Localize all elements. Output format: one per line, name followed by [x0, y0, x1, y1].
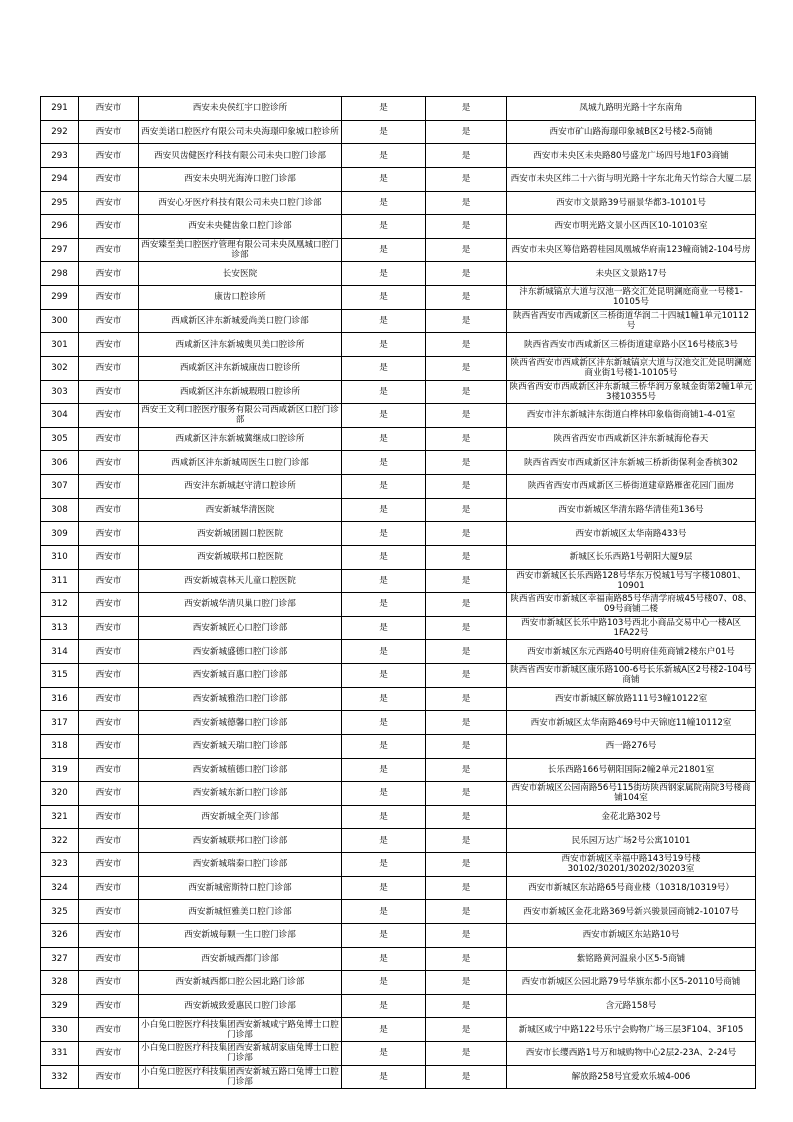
address-cell: 金花北路302号 — [507, 805, 756, 829]
flag-a-cell: 是 — [342, 1042, 426, 1066]
city-cell: 西安市 — [79, 286, 139, 310]
city-cell: 西安市 — [79, 404, 139, 428]
table-row — [41, 262, 756, 286]
address-cell: 西安市矿山路海璟印象城B区2号楼2-5商铺 — [507, 120, 756, 144]
city-cell: 西安市 — [79, 947, 139, 971]
clinic-name-cell: 西安新城恒雅美口腔门诊部 — [139, 900, 342, 924]
flag-a-cell: 是 — [342, 782, 426, 806]
flag-b-cell: 是 — [426, 333, 507, 357]
row-number-cell: 322 — [41, 829, 79, 853]
city-cell: 西安市 — [79, 167, 139, 191]
flag-b-cell: 是 — [426, 286, 507, 310]
city-cell: 西安市 — [79, 451, 139, 475]
clinic-name-cell: 西安新城团圆口腔医院 — [139, 522, 342, 546]
table-row — [41, 900, 756, 924]
clinic-name-cell: 西安新城全英门诊部 — [139, 805, 342, 829]
flag-b-cell: 是 — [426, 97, 507, 121]
city-cell: 西安市 — [79, 593, 139, 617]
row-number-cell: 302 — [41, 356, 79, 380]
flag-b-cell: 是 — [426, 994, 507, 1018]
table-row — [41, 758, 756, 782]
flag-a-cell: 是 — [342, 380, 426, 404]
flag-b-cell: 是 — [426, 1065, 507, 1089]
clinic-name-cell: 长安医院 — [139, 262, 342, 286]
row-number-cell: 300 — [41, 309, 79, 333]
flag-a-cell: 是 — [342, 947, 426, 971]
address-cell: 新城区长乐西路1号朝阳大厦9层 — [507, 545, 756, 569]
row-number-cell: 325 — [41, 900, 79, 924]
flag-b-cell: 是 — [426, 262, 507, 286]
flag-a-cell: 是 — [342, 593, 426, 617]
table-row — [41, 947, 756, 971]
flag-b-cell: 是 — [426, 144, 507, 168]
table-row — [41, 286, 756, 310]
table-row — [41, 545, 756, 569]
clinic-name-cell: 西安新城瑞秦口腔门诊部 — [139, 853, 342, 877]
flag-b-cell: 是 — [426, 475, 507, 499]
flag-b-cell: 是 — [426, 380, 507, 404]
table-row — [41, 97, 756, 121]
clinic-name-cell: 西安未央侯红宇口腔诊所 — [139, 97, 342, 121]
city-cell: 西安市 — [79, 923, 139, 947]
flag-b-cell: 是 — [426, 120, 507, 144]
table-row — [41, 664, 756, 688]
table-row — [41, 711, 756, 735]
city-cell: 西安市 — [79, 356, 139, 380]
clinic-name-cell: 小白兔口腔医疗科技集团西安新城咸宁路兔博士口腔门诊部 — [139, 1018, 342, 1042]
address-cell: 未央区文景路17号 — [507, 262, 756, 286]
row-number-cell: 316 — [41, 687, 79, 711]
address-cell: 陕西省西安市西咸新区沣东新城三桥新街保利金香槟302 — [507, 451, 756, 475]
address-cell: 西安市新城区公园南路56号115街坊陕西钢家属院南院3号楼商铺104室 — [507, 782, 756, 806]
table-row — [41, 782, 756, 806]
flag-a-cell: 是 — [342, 191, 426, 215]
address-cell: 西安市新城区公园北路79号华旗东都小区5-20110号商铺 — [507, 971, 756, 995]
flag-a-cell: 是 — [342, 97, 426, 121]
row-number-cell: 332 — [41, 1065, 79, 1089]
flag-b-cell: 是 — [426, 569, 507, 593]
flag-a-cell: 是 — [342, 356, 426, 380]
flag-a-cell: 是 — [342, 286, 426, 310]
flag-b-cell: 是 — [426, 758, 507, 782]
table-row — [41, 238, 756, 262]
row-number-cell: 304 — [41, 404, 79, 428]
row-number-cell: 295 — [41, 191, 79, 215]
table-row — [41, 569, 756, 593]
city-cell: 西安市 — [79, 687, 139, 711]
flag-a-cell: 是 — [342, 333, 426, 357]
flag-b-cell: 是 — [426, 1018, 507, 1042]
flag-a-cell: 是 — [342, 309, 426, 333]
table-row — [41, 427, 756, 451]
row-number-cell: 329 — [41, 994, 79, 1018]
table-row — [41, 593, 756, 617]
flag-b-cell: 是 — [426, 593, 507, 617]
address-cell: 陕西省西安市西咸新区沣东新城镐京大道与汉池交汇处昆明澜庭商业街1号楼1-10105号 — [507, 356, 756, 380]
flag-a-cell: 是 — [342, 475, 426, 499]
flag-a-cell: 是 — [342, 120, 426, 144]
city-cell: 西安市 — [79, 971, 139, 995]
table-row — [41, 380, 756, 404]
row-number-cell: 323 — [41, 853, 79, 877]
flag-b-cell: 是 — [426, 853, 507, 877]
clinic-table-body — [41, 97, 756, 1089]
flag-a-cell: 是 — [342, 711, 426, 735]
table-row — [41, 191, 756, 215]
table-row — [41, 994, 756, 1018]
flag-a-cell: 是 — [342, 640, 426, 664]
address-cell: 西安市新城区幸福中路143号19号楼30102/30201/30202/30203室 — [507, 853, 756, 877]
city-cell: 西安市 — [79, 664, 139, 688]
flag-a-cell: 是 — [342, 144, 426, 168]
city-cell: 西安市 — [79, 1018, 139, 1042]
address-cell: 陕西省西安市西咸新区三桥街道华润二十四城1幢1单元10112号 — [507, 309, 756, 333]
row-number-cell: 296 — [41, 215, 79, 239]
address-cell: 西安市未央区纬二十六街与明光路十字东北角天竹综合大厦二层 — [507, 167, 756, 191]
flag-a-cell: 是 — [342, 427, 426, 451]
flag-b-cell: 是 — [426, 545, 507, 569]
address-cell: 西安市新城区东站路10号 — [507, 923, 756, 947]
row-number-cell: 293 — [41, 144, 79, 168]
table-row — [41, 687, 756, 711]
row-number-cell: 299 — [41, 286, 79, 310]
flag-b-cell: 是 — [426, 829, 507, 853]
table-row — [41, 522, 756, 546]
row-number-cell: 310 — [41, 545, 79, 569]
flag-a-cell: 是 — [342, 1018, 426, 1042]
address-cell: 西安市新城区金花北路369号新兴骏景园商铺2-10107号 — [507, 900, 756, 924]
city-cell: 西安市 — [79, 309, 139, 333]
flag-b-cell: 是 — [426, 876, 507, 900]
clinic-name-cell: 西安新城联邦口腔医院 — [139, 545, 342, 569]
city-cell: 西安市 — [79, 900, 139, 924]
clinic-name-cell: 西安新城匠心口腔门诊部 — [139, 616, 342, 640]
clinic-name-cell: 西安臻至美口腔医疗管理有限公司未央凤凰城口腔门诊部 — [139, 238, 342, 262]
clinic-name-cell: 西安新城华清贝巢口腔门诊部 — [139, 593, 342, 617]
city-cell: 西安市 — [79, 333, 139, 357]
row-number-cell: 311 — [41, 569, 79, 593]
clinic-name-cell: 西安新城联邦口腔门诊部 — [139, 829, 342, 853]
clinic-name-cell: 西咸新区沣东新城周医生口腔门诊部 — [139, 451, 342, 475]
city-cell: 西安市 — [79, 380, 139, 404]
city-cell: 西安市 — [79, 120, 139, 144]
row-number-cell: 318 — [41, 734, 79, 758]
table-row — [41, 734, 756, 758]
address-cell: 长乐西路166号朝阳国际2幢2单元21801室 — [507, 758, 756, 782]
clinic-name-cell: 小白兔口腔医疗科技集团西安新城胡家庙兔博士口腔门诊部 — [139, 1042, 342, 1066]
flag-b-cell: 是 — [426, 404, 507, 428]
clinic-name-cell: 西安沣东新城赵守清口腔诊所 — [139, 475, 342, 499]
city-cell: 西安市 — [79, 994, 139, 1018]
flag-b-cell: 是 — [426, 616, 507, 640]
flag-a-cell: 是 — [342, 262, 426, 286]
address-cell: 新城区咸宁中路122号乐宁会购物广场三层3F104、3F105 — [507, 1018, 756, 1042]
flag-b-cell: 是 — [426, 238, 507, 262]
row-number-cell: 309 — [41, 522, 79, 546]
row-number-cell: 307 — [41, 475, 79, 499]
table-row — [41, 876, 756, 900]
clinic-name-cell: 西安贝齿健医疗科技有限公司未央口腔门诊部 — [139, 144, 342, 168]
table-row — [41, 120, 756, 144]
flag-a-cell: 是 — [342, 853, 426, 877]
clinic-name-cell: 西咸新区沣东新城瑕瑕口腔诊所 — [139, 380, 342, 404]
row-number-cell: 298 — [41, 262, 79, 286]
clinic-name-cell: 西咸新区沣东新城爱尚美口腔门诊部 — [139, 309, 342, 333]
address-cell: 西安市新城区太华南路433号 — [507, 522, 756, 546]
city-cell: 西安市 — [79, 498, 139, 522]
clinic-name-cell: 康齿口腔诊所 — [139, 286, 342, 310]
row-number-cell: 326 — [41, 923, 79, 947]
row-number-cell: 308 — [41, 498, 79, 522]
row-number-cell: 297 — [41, 238, 79, 262]
row-number-cell: 315 — [41, 664, 79, 688]
flag-a-cell: 是 — [342, 404, 426, 428]
clinic-table — [40, 96, 756, 1089]
flag-a-cell: 是 — [342, 758, 426, 782]
table-row — [41, 356, 756, 380]
flag-a-cell: 是 — [342, 876, 426, 900]
table-row — [41, 640, 756, 664]
flag-b-cell: 是 — [426, 498, 507, 522]
address-cell: 沣东新城镐京大道与汉池一路交汇处昆明澜庭商业一号楼1-10105号 — [507, 286, 756, 310]
flag-b-cell: 是 — [426, 640, 507, 664]
flag-a-cell: 是 — [342, 923, 426, 947]
clinic-name-cell: 小白兔口腔医疗科技集团西安新城五路口兔博士口腔门诊部 — [139, 1065, 342, 1089]
clinic-name-cell: 西安新城华清医院 — [139, 498, 342, 522]
city-cell: 西安市 — [79, 545, 139, 569]
table-row — [41, 451, 756, 475]
clinic-name-cell: 西安新城东新口腔门诊部 — [139, 782, 342, 806]
row-number-cell: 312 — [41, 593, 79, 617]
table-row — [41, 333, 756, 357]
address-cell: 西安市文景路39号丽景华都3-10101号 — [507, 191, 756, 215]
flag-a-cell: 是 — [342, 167, 426, 191]
clinic-name-cell: 西安未央明光海涛口腔门诊部 — [139, 167, 342, 191]
address-cell: 西安市新城区东元西路40号明府佳苑商铺2楼东户01号 — [507, 640, 756, 664]
city-cell: 西安市 — [79, 238, 139, 262]
address-cell: 含元路158号 — [507, 994, 756, 1018]
address-cell: 陕西省西安市新城区康乐路100-6号长乐新城A区2号楼2-104号商铺 — [507, 664, 756, 688]
table-row — [41, 215, 756, 239]
flag-a-cell: 是 — [342, 687, 426, 711]
flag-a-cell: 是 — [342, 994, 426, 1018]
row-number-cell: 319 — [41, 758, 79, 782]
flag-b-cell: 是 — [426, 734, 507, 758]
flag-b-cell: 是 — [426, 167, 507, 191]
address-cell: 西安市新城区长乐西路128号华东万悦城1号写字楼10801、10901 — [507, 569, 756, 593]
city-cell: 西安市 — [79, 262, 139, 286]
address-cell: 陕西省西安市新城区幸福南路85号华清学府城45号楼07、08、09号商铺二楼 — [507, 593, 756, 617]
flag-b-cell: 是 — [426, 1042, 507, 1066]
clinic-name-cell: 西安新城袁林天儿童口腔医院 — [139, 569, 342, 593]
row-number-cell: 306 — [41, 451, 79, 475]
city-cell: 西安市 — [79, 758, 139, 782]
row-number-cell: 321 — [41, 805, 79, 829]
city-cell: 西安市 — [79, 569, 139, 593]
row-number-cell: 303 — [41, 380, 79, 404]
address-cell: 陕西省西安市西咸新区沣东新城三桥华润万象城金街第2幢1单元3楼10355号 — [507, 380, 756, 404]
address-cell: 西安市新城区太华南路469号中天锦庭11幢10112室 — [507, 711, 756, 735]
address-cell: 西安市新城区华清东路华清佳苑136号 — [507, 498, 756, 522]
clinic-name-cell: 西安新城盛德口腔门诊部 — [139, 640, 342, 664]
address-cell: 解放路258号宜爱欢乐城4-006 — [507, 1065, 756, 1089]
city-cell: 西安市 — [79, 1065, 139, 1089]
clinic-name-cell: 西安新城雅浩口腔门诊部 — [139, 687, 342, 711]
flag-a-cell: 是 — [342, 1065, 426, 1089]
flag-b-cell: 是 — [426, 805, 507, 829]
clinic-name-cell: 西安新城密斯特口腔门诊部 — [139, 876, 342, 900]
flag-a-cell: 是 — [342, 215, 426, 239]
city-cell: 西安市 — [79, 782, 139, 806]
flag-a-cell: 是 — [342, 616, 426, 640]
flag-b-cell: 是 — [426, 664, 507, 688]
city-cell: 西安市 — [79, 1042, 139, 1066]
row-number-cell: 317 — [41, 711, 79, 735]
flag-b-cell: 是 — [426, 971, 507, 995]
clinic-name-cell: 西安王文利口腔医疗服务有限公司西咸新区口腔门诊部 — [139, 404, 342, 428]
flag-b-cell: 是 — [426, 782, 507, 806]
flag-b-cell: 是 — [426, 900, 507, 924]
city-cell: 西安市 — [79, 191, 139, 215]
flag-a-cell: 是 — [342, 498, 426, 522]
city-cell: 西安市 — [79, 475, 139, 499]
city-cell: 西安市 — [79, 853, 139, 877]
clinic-name-cell: 西安未央健齿象口腔门诊部 — [139, 215, 342, 239]
address-cell: 凤城九路明光路十字东南角 — [507, 97, 756, 121]
row-number-cell: 324 — [41, 876, 79, 900]
address-cell: 西一路276号 — [507, 734, 756, 758]
city-cell: 西安市 — [79, 144, 139, 168]
table-row — [41, 404, 756, 428]
row-number-cell: 291 — [41, 97, 79, 121]
flag-b-cell: 是 — [426, 711, 507, 735]
flag-a-cell: 是 — [342, 971, 426, 995]
address-cell: 西安市明光路文景小区西区10-10103室 — [507, 215, 756, 239]
address-cell: 西安市未央区未央路80号盛龙广场四号地1F03商铺 — [507, 144, 756, 168]
flag-b-cell: 是 — [426, 947, 507, 971]
table-row — [41, 1018, 756, 1042]
flag-b-cell: 是 — [426, 522, 507, 546]
flag-b-cell: 是 — [426, 687, 507, 711]
table-row — [41, 1065, 756, 1089]
flag-b-cell: 是 — [426, 215, 507, 239]
table-row — [41, 1042, 756, 1066]
table-row — [41, 167, 756, 191]
address-cell: 陕西省西安市西咸新区沣东新城海伦春天 — [507, 427, 756, 451]
city-cell: 西安市 — [79, 616, 139, 640]
flag-a-cell: 是 — [342, 805, 426, 829]
address-cell: 陕西省西安市西咸新区三桥街道建章路雁雀花园门面房 — [507, 475, 756, 499]
table-row — [41, 829, 756, 853]
address-cell: 民乐园万达广场2号公寓10101 — [507, 829, 756, 853]
city-cell: 西安市 — [79, 97, 139, 121]
flag-b-cell: 是 — [426, 191, 507, 215]
clinic-name-cell: 西安新城每颗一生口腔门诊部 — [139, 923, 342, 947]
city-cell: 西安市 — [79, 711, 139, 735]
flag-b-cell: 是 — [426, 451, 507, 475]
address-cell: 西安市未央区筹信路碧桂园凤凰城华府南123幢商铺2-104号房 — [507, 238, 756, 262]
table-row — [41, 805, 756, 829]
table-row — [41, 853, 756, 877]
clinic-name-cell: 西安新城百惠口腔门诊部 — [139, 664, 342, 688]
flag-b-cell: 是 — [426, 356, 507, 380]
clinic-name-cell: 西安新城植德口腔门诊部 — [139, 758, 342, 782]
table-row — [41, 309, 756, 333]
row-number-cell: 330 — [41, 1018, 79, 1042]
row-number-cell: 294 — [41, 167, 79, 191]
clinic-name-cell: 西安新城致爱惠民口腔门诊部 — [139, 994, 342, 1018]
address-cell: 西安市新城区东站路65号商业楼（10318/10319号） — [507, 876, 756, 900]
row-number-cell: 305 — [41, 427, 79, 451]
address-cell: 紫铭路黄河温泉小区5-5商铺 — [507, 947, 756, 971]
flag-a-cell: 是 — [342, 569, 426, 593]
city-cell: 西安市 — [79, 427, 139, 451]
flag-a-cell: 是 — [342, 545, 426, 569]
clinic-name-cell: 西咸新区沣东新城奥贝美口腔诊所 — [139, 333, 342, 357]
flag-a-cell: 是 — [342, 900, 426, 924]
row-number-cell: 301 — [41, 333, 79, 357]
flag-a-cell: 是 — [342, 522, 426, 546]
city-cell: 西安市 — [79, 640, 139, 664]
flag-a-cell: 是 — [342, 664, 426, 688]
flag-b-cell: 是 — [426, 923, 507, 947]
flag-a-cell: 是 — [342, 238, 426, 262]
address-cell: 西安市新城区长乐中路103号西北小商品交易中心一楼A区1FA22号 — [507, 616, 756, 640]
address-cell: 西安市新城区解放路111号3幢10122室 — [507, 687, 756, 711]
city-cell: 西安市 — [79, 876, 139, 900]
clinic-name-cell: 西安新城西都口腔公园北路门诊部 — [139, 971, 342, 995]
clinic-name-cell: 西咸新区沣东新城康齿口腔诊所 — [139, 356, 342, 380]
row-number-cell: 327 — [41, 947, 79, 971]
flag-a-cell: 是 — [342, 451, 426, 475]
row-number-cell: 331 — [41, 1042, 79, 1066]
flag-a-cell: 是 — [342, 829, 426, 853]
row-number-cell: 320 — [41, 782, 79, 806]
flag-b-cell: 是 — [426, 427, 507, 451]
address-cell: 陕西省西安市西咸新区三桥街道建章路小区16号楼底3号 — [507, 333, 756, 357]
table-row — [41, 923, 756, 947]
table-row — [41, 616, 756, 640]
row-number-cell: 328 — [41, 971, 79, 995]
city-cell: 西安市 — [79, 522, 139, 546]
address-cell: 西安市长缨西路1号万和城购物中心2层2-23A、2-24号 — [507, 1042, 756, 1066]
flag-b-cell: 是 — [426, 309, 507, 333]
address-cell: 西安市沣东新城沣东街道白桦林印象临街商铺1-4-01室 — [507, 404, 756, 428]
clinic-name-cell: 西咸新区沣东新城冀继成口腔诊所 — [139, 427, 342, 451]
clinic-name-cell: 西安新城西都门诊部 — [139, 947, 342, 971]
city-cell: 西安市 — [79, 805, 139, 829]
row-number-cell: 314 — [41, 640, 79, 664]
flag-a-cell: 是 — [342, 734, 426, 758]
table-row — [41, 971, 756, 995]
clinic-name-cell: 西安美诺口腔医疗有限公司未央海璟印象城口腔诊所 — [139, 120, 342, 144]
city-cell: 西安市 — [79, 734, 139, 758]
table-row — [41, 498, 756, 522]
table-row — [41, 475, 756, 499]
row-number-cell: 313 — [41, 616, 79, 640]
row-number-cell: 292 — [41, 120, 79, 144]
clinic-name-cell: 西安心牙医疗科技有限公司未央口腔门诊部 — [139, 191, 342, 215]
city-cell: 西安市 — [79, 829, 139, 853]
table-row — [41, 144, 756, 168]
city-cell: 西安市 — [79, 215, 139, 239]
clinic-name-cell: 西安新城天瑞口腔门诊部 — [139, 734, 342, 758]
clinic-name-cell: 西安新城德馨口腔门诊部 — [139, 711, 342, 735]
